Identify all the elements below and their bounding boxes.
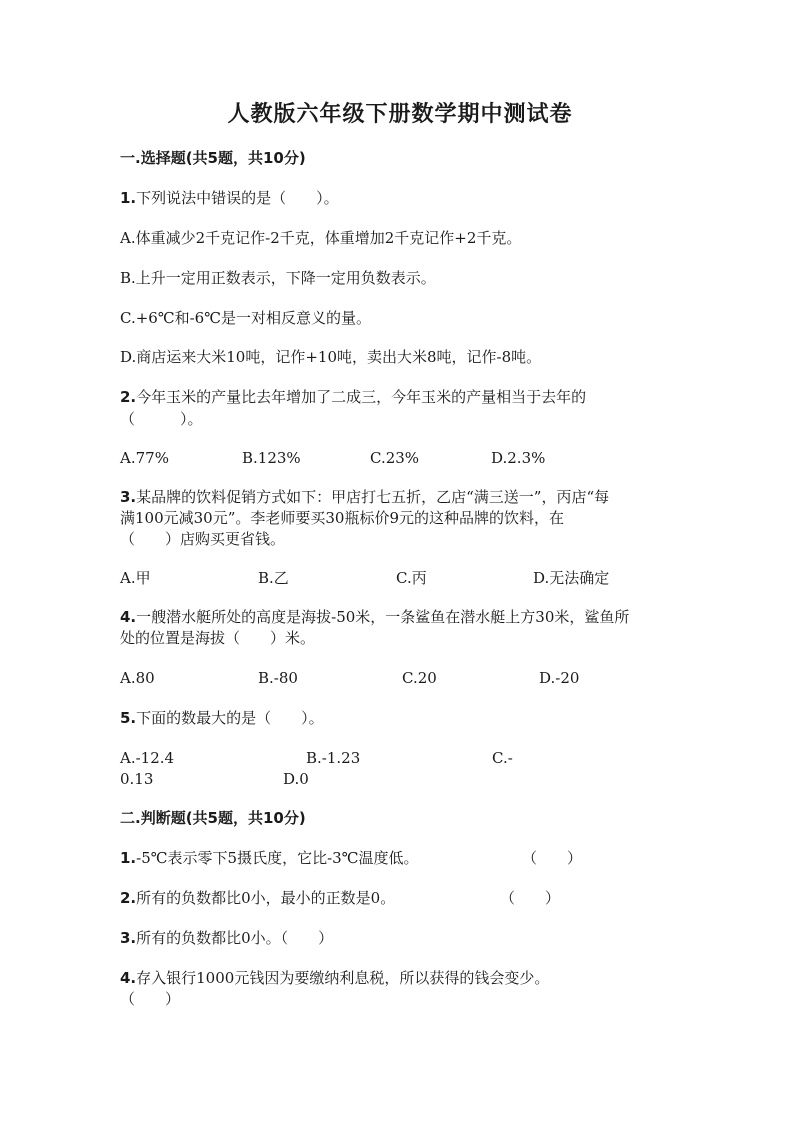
question-text: 所有的负数都比0小。（ ）: [136, 929, 334, 947]
judgment-question-2: [120, 888, 395, 908]
section-heading-judgment: 二.判断题(共5题，共10分): [120, 809, 306, 827]
answer-blank: （ ）: [120, 990, 181, 1008]
option-c-continued: 0.13: [120, 770, 154, 788]
option-c: C.+6℃和-6℃是一对相反意义的量。: [120, 309, 371, 327]
option-d: D.2.3%: [491, 449, 546, 467]
question-text: 存入银行1000元钱因为要缴纳利息税，所以获得的钱会变少。: [136, 969, 550, 987]
judgment-question-1: [120, 848, 418, 868]
question-1: [120, 188, 339, 208]
question-4: [120, 607, 629, 627]
question-text: 下列说法中错误的是（ ）。: [136, 189, 339, 207]
question-2: [120, 387, 586, 407]
option-c: C.丙: [396, 569, 427, 587]
question-text-line: 满100元减30元”。李老师要买30瓶标价9元的这种品牌的饮料，在: [120, 509, 565, 527]
question-text: -5℃表示零下5摄氏度，它比-3℃温度低。: [136, 849, 419, 867]
option-a: A.77%: [120, 449, 169, 467]
option-b: B.123%: [242, 449, 301, 467]
option-a: A.-12.4: [120, 749, 175, 767]
answer-blank: （ ）: [522, 849, 583, 867]
question-number: 5.: [120, 709, 137, 727]
option-c: C.-: [492, 749, 513, 767]
option-d: D.0: [283, 770, 309, 788]
option-b: B.上升一定用正数表示，下降一定用负数表示。: [120, 269, 436, 287]
question-5: [120, 708, 324, 728]
option-b: B.-80: [258, 669, 298, 687]
option-a: A.80: [120, 669, 155, 687]
section-heading-choice: 一.选择题(共5题，共10分): [120, 149, 306, 167]
question-text: 下面的数最大的是（ ）。: [136, 709, 324, 727]
question-number: 2.: [120, 388, 137, 406]
question-number: 4.: [120, 608, 137, 626]
question-number: 1.: [120, 849, 137, 867]
question-text: 一艘潜水艇所处的高度是海拔-50米，一条鲨鱼在潜水艇上方30米，鲨鱼所: [136, 608, 630, 626]
option-c: C.20: [402, 669, 437, 687]
option-d: D.无法确定: [533, 569, 610, 587]
option-b: B.-1.23: [306, 749, 361, 767]
answer-blank: （ ）: [500, 889, 561, 907]
option-c: C.23%: [370, 449, 420, 467]
option-a: A.体重减少2千克记作-2千克，体重增加2千克记作+2千克。: [120, 229, 522, 247]
judgment-question-3: [120, 928, 333, 948]
option-d: D.-20: [539, 669, 580, 687]
question-3: [120, 487, 609, 507]
question-number: 3.: [120, 929, 137, 947]
option-b: B.乙: [258, 569, 289, 587]
option-a: A.甲: [120, 569, 151, 587]
option-d: D.商店运来大米10吨，记作+10吨，卖出大米8吨，记作-8吨。: [120, 348, 542, 366]
question-text-line: 处的位置是海拔（ ）米。: [120, 629, 316, 647]
question-number: 4.: [120, 969, 137, 987]
judgment-question-4: [120, 968, 549, 988]
question-number: 1.: [120, 189, 137, 207]
question-text: 某品牌的饮料促销方式如下：甲店打七五折，乙店“满三送一”，丙店“每: [136, 488, 610, 506]
question-text-line: （ ）。: [120, 410, 203, 428]
question-number: 3.: [120, 488, 137, 506]
question-number: 2.: [120, 889, 137, 907]
question-text: 今年玉米的产量比去年增加了二成三，今年玉米的产量相当于去年的: [136, 388, 587, 406]
question-text: 所有的负数都比0小，最小的正数是0。: [136, 889, 396, 907]
question-text-line: （ ）店购买更省钱。: [120, 530, 286, 548]
exam-title: 人教版六年级下册数学期中测试卷: [227, 102, 573, 127]
